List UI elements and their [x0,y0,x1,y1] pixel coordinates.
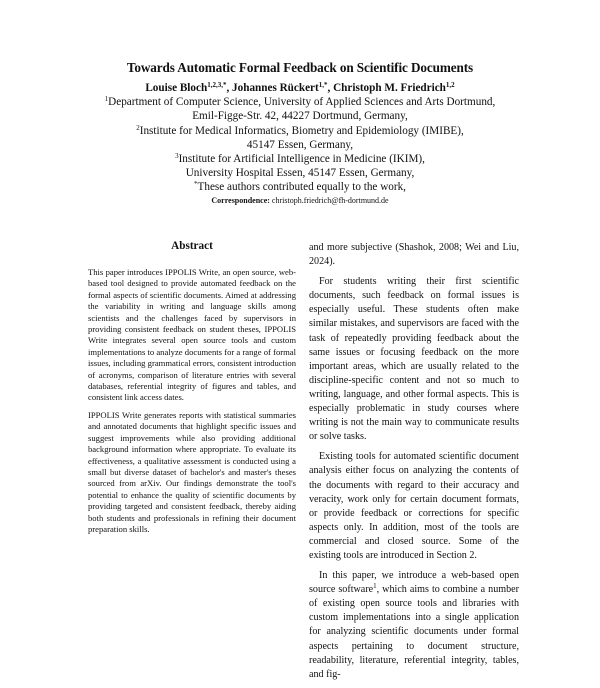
author-name: Christoph M. Friedrich [333,82,446,94]
affiliation-marker: 3 [175,152,179,161]
affiliation-line: University Hospital Essen, 45147 Essen, Germany, [185,167,415,180]
affiliation-line: Institute for Artificial Intelligence in Medicine (IKIM), [178,153,425,166]
author-name: Johannes Rückert [232,82,319,94]
author-name: Louise Bloch [145,82,208,94]
body-paragraph [309,569,519,682]
body-text: , which aims to combine a number of existing open source tools and libraries with custom implementations into a single application for analyzing scientific documents under formal aspects pertaining to document structure, readability, literature, referential integrity, tables, and fig- [309,584,519,680]
footnote-marker[interactable]: 1 [373,582,377,591]
author-affiliation-marker: 1,2 [445,81,455,89]
affiliation [0,124,600,152]
correspondence [0,195,600,207]
affiliation-line: Institute for Medical Informatics, Biometry and Epidemiology (IMIBE), [139,124,464,137]
affiliation [0,95,600,123]
left-column [88,240,296,541]
note-marker: * [194,180,198,189]
author-list [0,81,600,95]
abstract-paragraph: IPPOLIS Write generates reports with statistical summaries and annotated documents that highlight specific issues and suggest improvements while also providing additional background information where appropriate. To evaluate its effectiveness, a qualitative assessment is conducted using a small but diverse dataset of bachelor's and master's theses sourced from arXiv. Our findings demonstrate the tool's potential to enhance the quality of scientific documents by providing targeted and consistent feedback, thereby aiding both students and professionals in refining their document preparation skills. [88,409,296,534]
body-paragraph: Existing tools for automated scientific document analysis either focus on analyzing the contents of the documents with regard to their accuracy and veracity, work only for certain document formats, or provide feedback or corrections for specific aspects only. In addition, most of the tools are commercial and closed source. Some of the existing tools are introduced in Section 2. [309,451,519,561]
affiliation-marker: 2 [136,123,140,132]
body-text: In this paper, we introduce a web-based open source software [309,570,519,596]
affiliation-line: Emil-Figge-Str. 42, 44227 Dortmund, Germany, [192,110,408,123]
abstract-paragraph: This paper introduces IPPOLIS Write, an open source, web-based tool designed to provide automated feedback on the formal aspects of scientific documents. Aimed at addressing the variability in writing and language skills among scientists and the challenges faced by supervisors in providing consistent feedback on student theses, IPPOLIS Write integrates several open source tools and custom implementations to analyze documents for a range of formal issues, including grammatical errors, consistent introduction of acronyms, comparison of literature entries with several databases, referential integrity of figures and tables, and consistent link access dates. [88,267,296,403]
right-column [309,241,519,688]
affiliation [0,152,600,180]
author-affiliation-marker: 1,* [318,81,328,89]
author-separator: , [226,82,233,94]
correspondence-email[interactable]: christoph.friedrich@fh-dortmund.de [271,195,389,205]
body-paragraph: and more subjective (Shashok, 2008; Wei and Liu, 2024). [309,242,519,268]
author-affiliation-marker: 1,2,3,* [207,81,227,89]
affiliation-line: Department of Computer Science, University of Applied Sciences and Arts Dortmund, [108,96,496,109]
paper-title: Towards Automatic Formal Feedback on Scientific Documents [126,60,474,75]
affiliation-line: 45147 Essen, Germany, [246,138,354,151]
note-text: These authors contributed equally to the work, [197,181,406,194]
abstract-heading: Abstract [171,240,213,252]
body-paragraph: For students writing their first scientific documents, such feedback on formal issues is especially useful. These students often make similar mistakes, and supervisors are faced with the task of repeatedly providing feedback about the same issues or focusing feedback on the more important areas, which are usually related to the discipline-specific content and not so much to writing, language, and other formal aspects. This is especially problematic in study courses where writing is not the main way to communicate results or solve tasks. [309,276,519,443]
affiliation-marker: 1 [104,95,109,104]
paper-header [0,81,600,207]
equal-contribution-note [0,180,600,194]
author-separator: , [327,82,334,94]
correspondence-label: Correspondence: [211,195,270,205]
